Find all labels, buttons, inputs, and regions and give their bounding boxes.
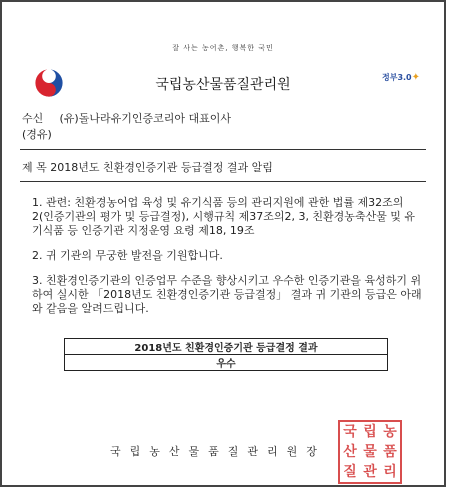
recipient-label: 수신	[22, 112, 44, 125]
seal-char: 물	[363, 444, 377, 460]
sender-name: 국립농산물품질관리원장	[110, 445, 326, 458]
seal-char: 질	[343, 464, 357, 480]
org-title: 국립농산물품질관리원	[155, 77, 291, 93]
body-paragraph-3: 3. 친환경인증기관의 인증업무 수준을 향상시키고 우수한 인증기관을 육성하기 위하여 실시한 「2018년도 친환경인증기관 등급결정」 결과 귀 기관의 등급은 아래와 같음을 알려드립니다.	[32, 274, 422, 315]
seal-char: 국	[343, 424, 357, 440]
seal-char: 농	[383, 424, 397, 440]
via-label: (경유)	[22, 128, 52, 141]
seal-char: 관	[363, 464, 377, 480]
subject-label: 제 목	[22, 161, 47, 174]
result-table-header: 2018년도 친환경인증기관 등급결정 결과	[65, 339, 388, 355]
seal-char: 리	[383, 464, 397, 480]
slogan: 잘 사는 농어촌, 행복한 국민	[172, 44, 274, 52]
recipient-value: (유)돌나라유기인증코리아 대표이사	[59, 112, 231, 125]
seal-char: 품	[383, 444, 397, 460]
document-body	[32, 196, 424, 327]
recipient-block	[22, 111, 231, 143]
divider-top	[20, 149, 426, 150]
seal-char: 립	[363, 424, 377, 440]
gov-brand-text: 정부3.0	[382, 73, 412, 82]
result-grade: 우수	[65, 355, 388, 371]
divider-subject	[20, 181, 426, 182]
subject-line	[22, 159, 273, 175]
body-paragraph-2: 2. 귀 기관의 무궁한 발전을 기원합니다.	[32, 249, 223, 262]
body-paragraph-1: 1. 관련: 친환경농어업 육성 및 유기식품 등의 관리지원에 관한 법률 제32조의 2(인증기관의 평가 및 등급결정), 시행규칙 제37조의2, 3, 친환경농축산물 및 유기식품 등 인증기관 지정운영 요령 제18, 19조	[32, 196, 416, 237]
subject-value: 2018년도 친환경인증기관 등급결정 결과 알림	[50, 161, 273, 174]
official-seal	[338, 420, 402, 484]
sparkle-icon: ✦	[411, 72, 421, 83]
gov-brand-logo	[382, 72, 420, 83]
seal-char: 산	[343, 444, 357, 460]
result-table	[64, 338, 388, 371]
